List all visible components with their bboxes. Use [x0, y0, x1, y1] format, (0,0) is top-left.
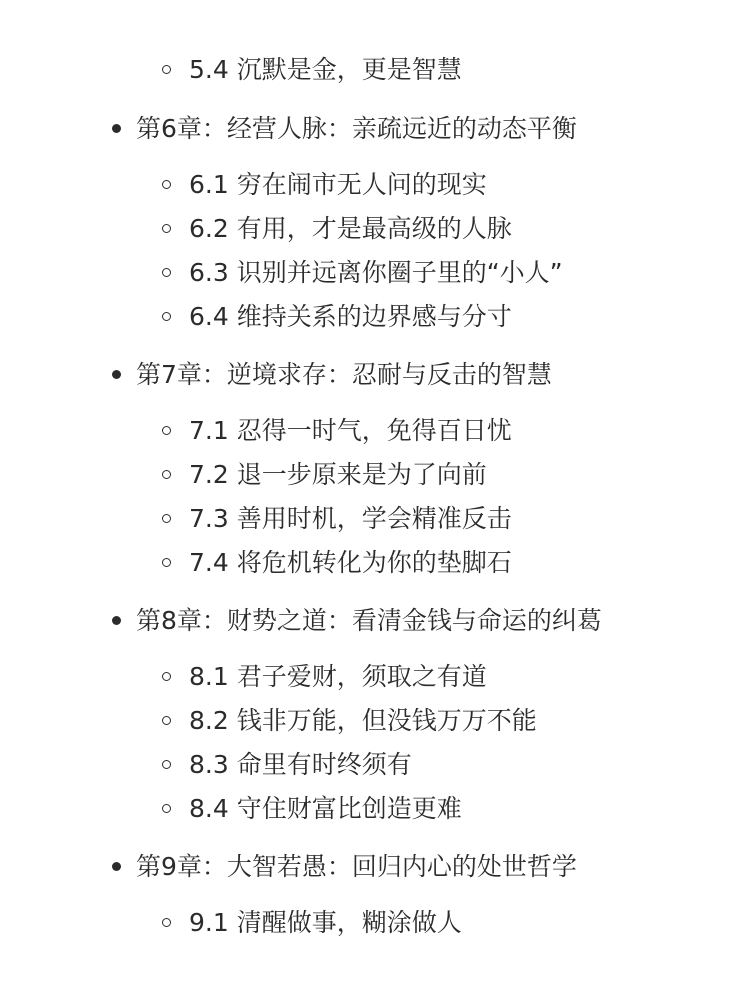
list-item-section [162, 414, 512, 448]
filled-disc-bullet-icon [112, 616, 121, 625]
hollow-circle-bullet-icon [162, 716, 171, 725]
section-title: 8.2 钱非万能，但没钱万万不能 [189, 706, 537, 735]
hollow-circle-bullet-icon [162, 180, 171, 189]
section-title: 7.1 忍得一时气，免得百日忧 [189, 416, 512, 445]
filled-disc-bullet-icon [112, 370, 121, 379]
hollow-circle-bullet-icon [162, 760, 171, 769]
section-title: 6.2 有用，才是最高级的人脉 [189, 214, 512, 243]
list-item-section [162, 906, 462, 940]
section-title: 8.1 君子爱财，须取之有道 [189, 662, 487, 691]
hollow-circle-bullet-icon [162, 312, 171, 321]
chapter-title: 第6章：经营人脉：亲疏远近的动态平衡 [136, 114, 577, 143]
hollow-circle-bullet-icon [162, 224, 171, 233]
section-title: 8.4 守住财富比创造更难 [189, 794, 462, 823]
list-item-chapter [112, 358, 552, 392]
chapter-title: 第7章：逆境求存：忍耐与反击的智慧 [136, 360, 552, 389]
list-item-chapter [112, 604, 602, 638]
list-item-section [162, 748, 412, 782]
chapter-title: 第9章：大智若愚：回归内心的处世哲学 [136, 852, 577, 881]
list-item-section [162, 546, 512, 580]
list-item-section [162, 168, 487, 202]
hollow-circle-bullet-icon [162, 514, 171, 523]
list-item-section [162, 502, 512, 536]
section-title: 6.4 维持关系的边界感与分寸 [189, 302, 512, 331]
hollow-circle-bullet-icon [162, 268, 171, 277]
hollow-circle-bullet-icon [162, 470, 171, 479]
list-item-section [162, 256, 563, 290]
filled-disc-bullet-icon [112, 862, 121, 871]
list-item-section [162, 792, 462, 826]
section-title: 7.2 退一步原来是为了向前 [189, 460, 487, 489]
list-item-section [162, 660, 487, 694]
hollow-circle-bullet-icon [162, 804, 171, 813]
section-title: 8.3 命里有时终须有 [189, 750, 412, 779]
list-item-section [162, 458, 487, 492]
section-title: 7.4 将危机转化为你的垫脚石 [189, 548, 512, 577]
section-title: 6.3 识别并远离你圈子里的“小人” [189, 258, 563, 287]
list-item-section [162, 212, 512, 246]
list-item-section [162, 704, 537, 738]
hollow-circle-bullet-icon [162, 65, 171, 74]
section-title: 5.4 沉默是金，更是智慧 [189, 55, 462, 84]
section-title: 7.3 善用时机，学会精准反击 [189, 504, 512, 533]
chapter-title: 第8章：财势之道：看清金钱与命运的纠葛 [136, 606, 602, 635]
hollow-circle-bullet-icon [162, 558, 171, 567]
list-item-chapter [112, 112, 577, 146]
hollow-circle-bullet-icon [162, 426, 171, 435]
list-item-chapter [112, 850, 577, 884]
section-title: 9.1 清醒做事，糊涂做人 [189, 908, 462, 937]
hollow-circle-bullet-icon [162, 672, 171, 681]
list-item-section [162, 53, 462, 87]
hollow-circle-bullet-icon [162, 918, 171, 927]
list-item-section [162, 300, 512, 334]
filled-disc-bullet-icon [112, 124, 121, 133]
section-title: 6.1 穷在闹市无人问的现实 [189, 170, 487, 199]
